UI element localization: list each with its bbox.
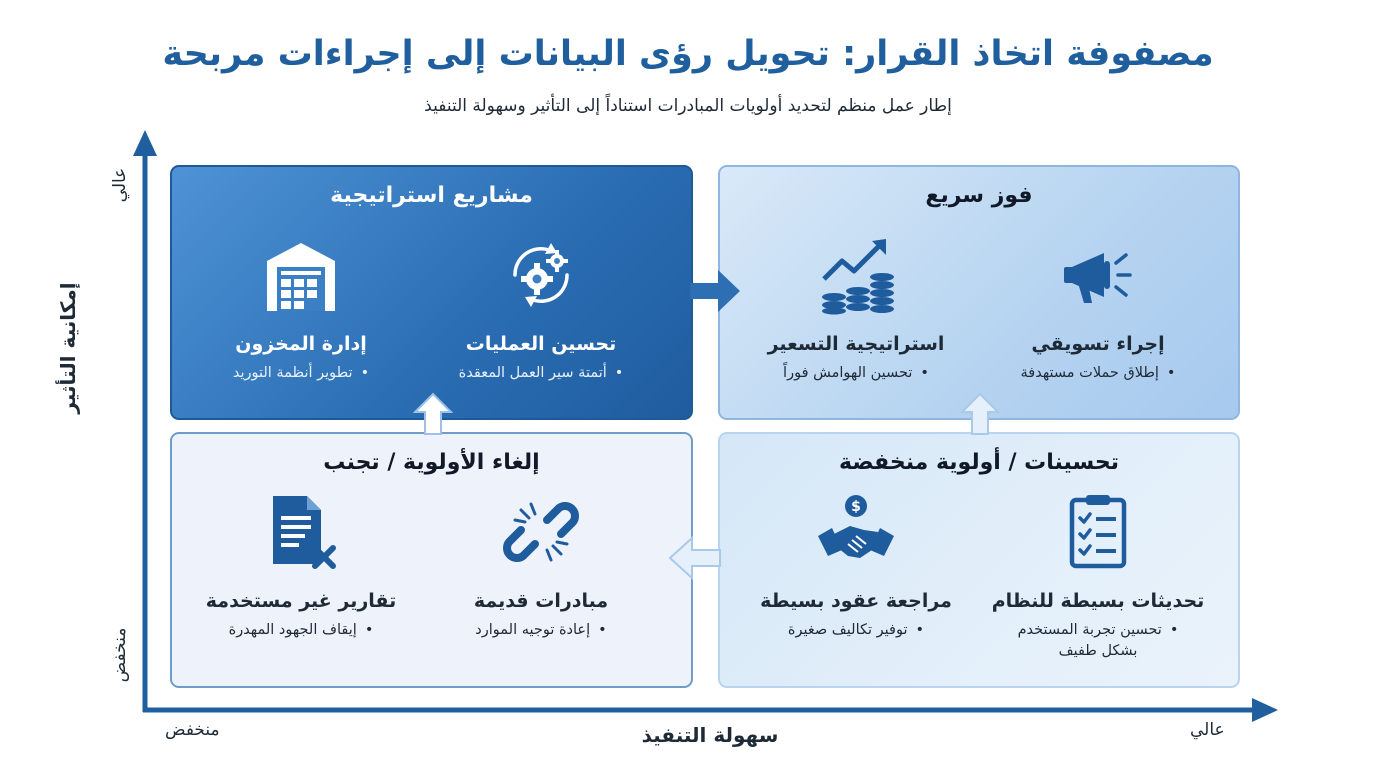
quadrant-deprioritize-avoid xyxy=(170,432,693,688)
item-bullet: •توفير تكاليف صغيرة xyxy=(787,622,925,638)
item-bullet: •إطلاق حملات مستهدفة xyxy=(1020,365,1176,381)
document-delete-icon xyxy=(261,492,341,572)
quadrant-title: تحسينات / أولوية منخفضة xyxy=(838,450,1120,475)
item-title: تقارير غير مستخدمة xyxy=(205,590,397,612)
item-pricing-strategy xyxy=(736,235,976,384)
quadrant-low-priority xyxy=(718,432,1240,688)
item-title: مراجعة عقود بسيطة xyxy=(760,590,952,612)
item-title: إجراء تسويقي xyxy=(1031,333,1165,355)
item-title: تحسين العمليات xyxy=(465,333,617,355)
item-process-improvement xyxy=(421,235,661,384)
megaphone-icon xyxy=(1058,235,1138,315)
item-marketing-action xyxy=(978,235,1218,384)
handshake-dollar-icon xyxy=(816,492,896,572)
item-title: مبادرات قديمة xyxy=(473,590,609,612)
x-axis-arrowhead xyxy=(1252,698,1278,722)
quadrant-title: فوز سريع xyxy=(925,183,1033,208)
x-axis-title: سهولة التنفيذ xyxy=(641,723,779,747)
item-bullet: •إعادة توجيه الموارد xyxy=(475,622,607,638)
arrow-up-to-quick-win xyxy=(960,392,1000,436)
item-inventory-management xyxy=(181,235,421,384)
quadrant-strategic-projects xyxy=(170,165,693,420)
page-title: مصفوفة اتخاذ القرار: تحويل رؤى البيانات إلى إجراءات مربحة xyxy=(162,34,1214,74)
item-title: استراتيجية التسعير xyxy=(767,333,945,355)
warehouse-icon xyxy=(261,235,341,315)
item-bullet: •تطوير أنظمة التوريد xyxy=(232,365,370,381)
arrow-up-to-strategic xyxy=(413,392,453,436)
item-simple-contract-review xyxy=(736,492,976,641)
y-axis-high-label: عالي xyxy=(110,167,130,203)
item-title: تحديثات بسيطة للنظام xyxy=(991,590,1205,612)
item-legacy-initiatives xyxy=(421,492,661,641)
x-axis-low-label: منخفض xyxy=(165,720,220,740)
x-axis-high-label: عالي xyxy=(1190,720,1225,740)
checklist-icon xyxy=(1058,492,1138,572)
item-minor-system-updates xyxy=(978,492,1218,662)
item-unused-reports xyxy=(181,492,421,641)
arrow-right-to-quick-win xyxy=(690,268,742,314)
y-axis-low-label: منخفض xyxy=(110,627,130,683)
item-bullet: •تحسين تجربة المستخدم بشكل طفيف xyxy=(1017,622,1179,659)
quadrant-title: إلغاء الأولوية / تجنب xyxy=(323,450,540,475)
item-bullet: •أتمتة سير العمل المعقدة xyxy=(458,365,624,381)
broken-link-icon xyxy=(501,492,581,572)
item-bullet: •إيقاف الجهود المهدرة xyxy=(228,622,374,638)
item-bullet: •تحسين الهوامش فوراً xyxy=(783,365,929,381)
page-subtitle: إطار عمل منظم لتحديد أولويات المبادرات استناداً إلى التأثير وسهولة التنفيذ xyxy=(424,96,952,116)
quadrant-title: مشاريع استراتيجية xyxy=(330,183,533,208)
y-axis-title: إمكانية التأثير xyxy=(56,282,80,414)
y-axis-arrowhead xyxy=(133,130,157,156)
gears-cycle-icon xyxy=(501,235,581,315)
growth-coins-icon xyxy=(816,235,896,315)
quadrant-quick-win xyxy=(718,165,1240,420)
arrow-left-to-avoid xyxy=(668,536,722,580)
svg-text:$: $ xyxy=(851,499,861,515)
item-title: إدارة المخزون xyxy=(235,333,367,355)
